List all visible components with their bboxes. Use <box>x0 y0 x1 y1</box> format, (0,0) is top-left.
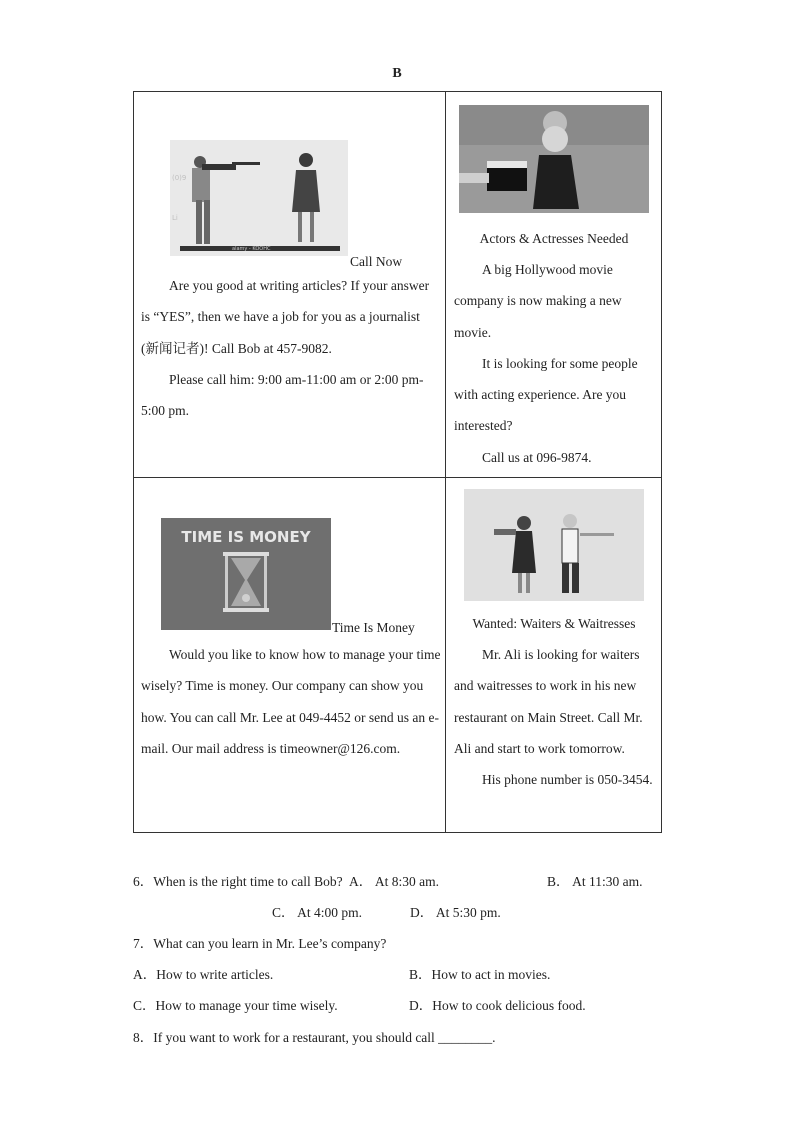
ad-call-now <box>134 92 446 478</box>
ad-paragraph: Mr. Ali is looking for waiters and waitresses to work in his new restaurant on Main Street. Call Mr. Ali and start to work tomorrow. <box>454 647 643 756</box>
option-b[interactable]: B．How to act in movies. <box>409 967 551 982</box>
option-a[interactable]: A．How to write articles. <box>133 967 274 982</box>
image-text: TIME IS MONEY <box>181 528 311 546</box>
ad-title: Call Now <box>350 254 403 269</box>
ad-time-money <box>134 478 446 833</box>
ad-title: Actors & Actresses Needed <box>479 231 629 246</box>
waiters-photo <box>464 489 644 601</box>
option-c[interactable]: C．How to manage your time wisely. <box>133 998 338 1013</box>
ad-paragraph: His phone number is 050-3454. <box>482 772 653 788</box>
actress-photo <box>459 105 649 213</box>
option-d[interactable]: D． At 5:30 pm. <box>410 905 501 920</box>
ad-paragraph: Call us at 096-9874. <box>482 449 592 465</box>
option-b[interactable]: B． At 11:30 am. <box>547 874 643 889</box>
svg-text:(0)9: (0)9 <box>172 174 187 182</box>
ad-title: Time Is Money <box>332 620 415 635</box>
ad-waiters <box>446 478 662 833</box>
hourglass-photo <box>161 518 331 630</box>
ad-title: Wanted: Waiters & Waitresses <box>472 616 636 631</box>
option-d[interactable]: D．How to cook delicious food. <box>409 998 586 1013</box>
ad-paragraph: Please call him: 9:00 am-11:00 am or 2:00 pm-5:00 pm. <box>141 371 424 419</box>
journalist-photo <box>170 140 348 256</box>
svg-text:Li: Li <box>172 214 178 222</box>
ad-actors <box>446 92 662 478</box>
section-title: B <box>392 66 402 81</box>
ad-paragraph: Are you good at writing articles? If your answer is “YES”, then we have a job for you as a journalist (新闻记者)! Call Bob at 457-9082. <box>141 278 430 356</box>
option-a[interactable]: A． At 8:30 am. <box>349 874 439 889</box>
ad-paragraph: It is looking for some people with acting experience. Are you interested? <box>454 355 638 434</box>
image-watermark: alamy - KOOHC <box>232 246 271 252</box>
ad-paragraph: A big Hollywood movie company is now making a new movie. <box>454 262 622 340</box>
question-stem: 8．If you want to work for a restaurant, you should call ________. <box>133 1030 496 1045</box>
question-stem: 6．When is the right time to call Bob? <box>133 874 343 889</box>
question-stem: 7．What can you learn in Mr. Lee’s company? <box>133 936 387 951</box>
ads-table <box>133 91 662 833</box>
ad-paragraph: Would you like to know how to manage your time wisely? Time is money. Our company can show you how. You can call Mr. Lee at 049-4452 or send us an e-mail. Our mail address is timeowner@126.com. <box>141 647 441 756</box>
option-c[interactable]: C． At 4:00 pm. <box>272 905 363 920</box>
